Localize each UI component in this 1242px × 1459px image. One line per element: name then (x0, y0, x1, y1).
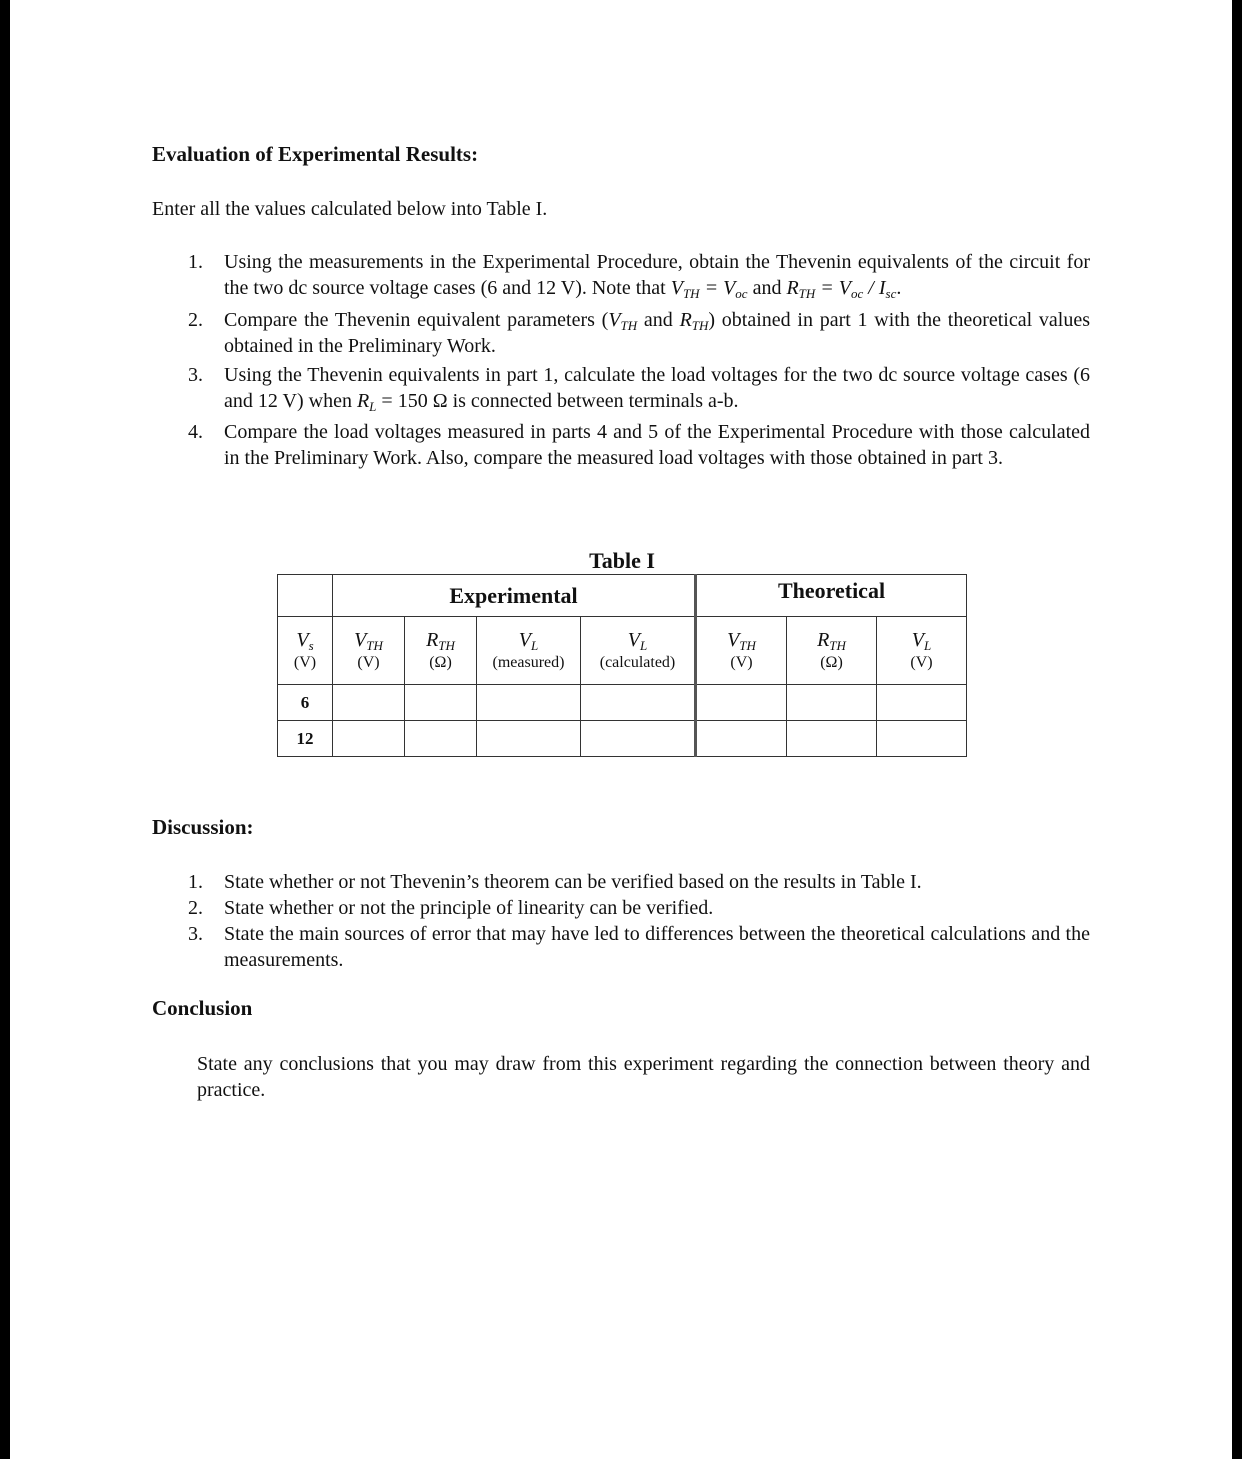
table-cell (405, 721, 477, 757)
table-row (278, 685, 967, 721)
list-item: 2. Compare the Thevenin equivalent parameters ($V_{TH}$ and $R_{TH}$) obtained in part 1 with the theoretical values obtained in the Preliminary Work. (188, 309, 1091, 357)
list-item: 3. State the main sources of error that may have led to differences between the theoretical calculations and the measurements. (188, 923, 1090, 971)
document-page (10, 0, 1232, 1459)
list-item: 2. State whether or not the principle of linearity can be verified. (188, 897, 714, 919)
group-experimental: Experimental (333, 575, 696, 617)
equation-vth: $V_{TH} = V_{oc}$ (670, 277, 748, 301)
table-cell (477, 685, 581, 721)
list-item: 4. Compare the load voltages measured in parts 4 and 5 of the Experimental Procedure with those calculated in the Preliminary Work. Also, compare the measured load voltages with those obtained in part 3. (188, 421, 1090, 469)
conclusion-heading: Conclusion (152, 996, 253, 1020)
discussion-heading: Discussion: (152, 815, 254, 839)
row-vs-6: 6 (278, 685, 333, 721)
table-cell (405, 685, 477, 721)
col-header-vth-exp: $V_{TH}$ (V) (333, 617, 405, 685)
table-cell (877, 721, 967, 757)
evaluation-list (152, 249, 1090, 471)
col-header-rth-theo: $R_{TH}$ (Ω) (787, 617, 877, 685)
table-cell (696, 685, 787, 721)
col-header-vs: $V_s$ (V) (278, 617, 333, 685)
col-header-vth-theo: $V_{TH}$ (V) (696, 617, 787, 685)
table-cell (333, 721, 405, 757)
list-item: 3. Using the Thevenin equivalents in part 1, calculate the load voltages for the two dc source voltage cases (6 and 12 V) when $R_L = 150$ Ω is connected between terminals a-b. (188, 364, 1090, 414)
table-title: Table I (589, 548, 655, 573)
group-theoretical: Theoretical (696, 575, 967, 617)
equation-rth: $R_{TH} = V_{oc} / I_{sc}$ (786, 277, 897, 301)
table-cell (787, 721, 877, 757)
table-cell (877, 685, 967, 721)
evaluation-intro: Enter all the values calculated below into Table I. (152, 198, 548, 220)
table-corner-cell (278, 575, 333, 617)
table-cell (333, 685, 405, 721)
col-header-vl-calculated: $V_L$ (calculated) (581, 617, 696, 685)
discussion-list (152, 869, 1090, 973)
results-table (277, 574, 967, 757)
col-header-rth-exp: $R_{TH}$ (Ω) (405, 617, 477, 685)
col-header-vl-measured: $V_L$ (measured) (477, 617, 581, 685)
column-header-row (278, 617, 967, 685)
col-header-vl-theo: $V_L$ (V) (877, 617, 967, 685)
table-cell (787, 685, 877, 721)
table-cell (581, 721, 696, 757)
table-cell (581, 685, 696, 721)
row-vs-12: 12 (278, 721, 333, 757)
table-cell (477, 721, 581, 757)
list-item: 1. Using the measurements in the Experimental Procedure, obtain the Thevenin equivalents of the circuit for the two dc source voltage cases (6 and 12 V). Note that $V_{TH} = V_{oc}$ and $R_{TH} = V_{oc} / I_{sc}$. (188, 251, 1090, 301)
list-item: 1. State whether or not Thevenin’s theorem can be verified based on the results in Table I. (188, 871, 922, 893)
conclusion-text: State any conclusions that you may draw from this experiment regarding the connection between theory and practice. (197, 1053, 1090, 1101)
table-row (278, 721, 967, 757)
table-cell (696, 721, 787, 757)
evaluation-heading: Evaluation of Experimental Results: (152, 142, 479, 166)
